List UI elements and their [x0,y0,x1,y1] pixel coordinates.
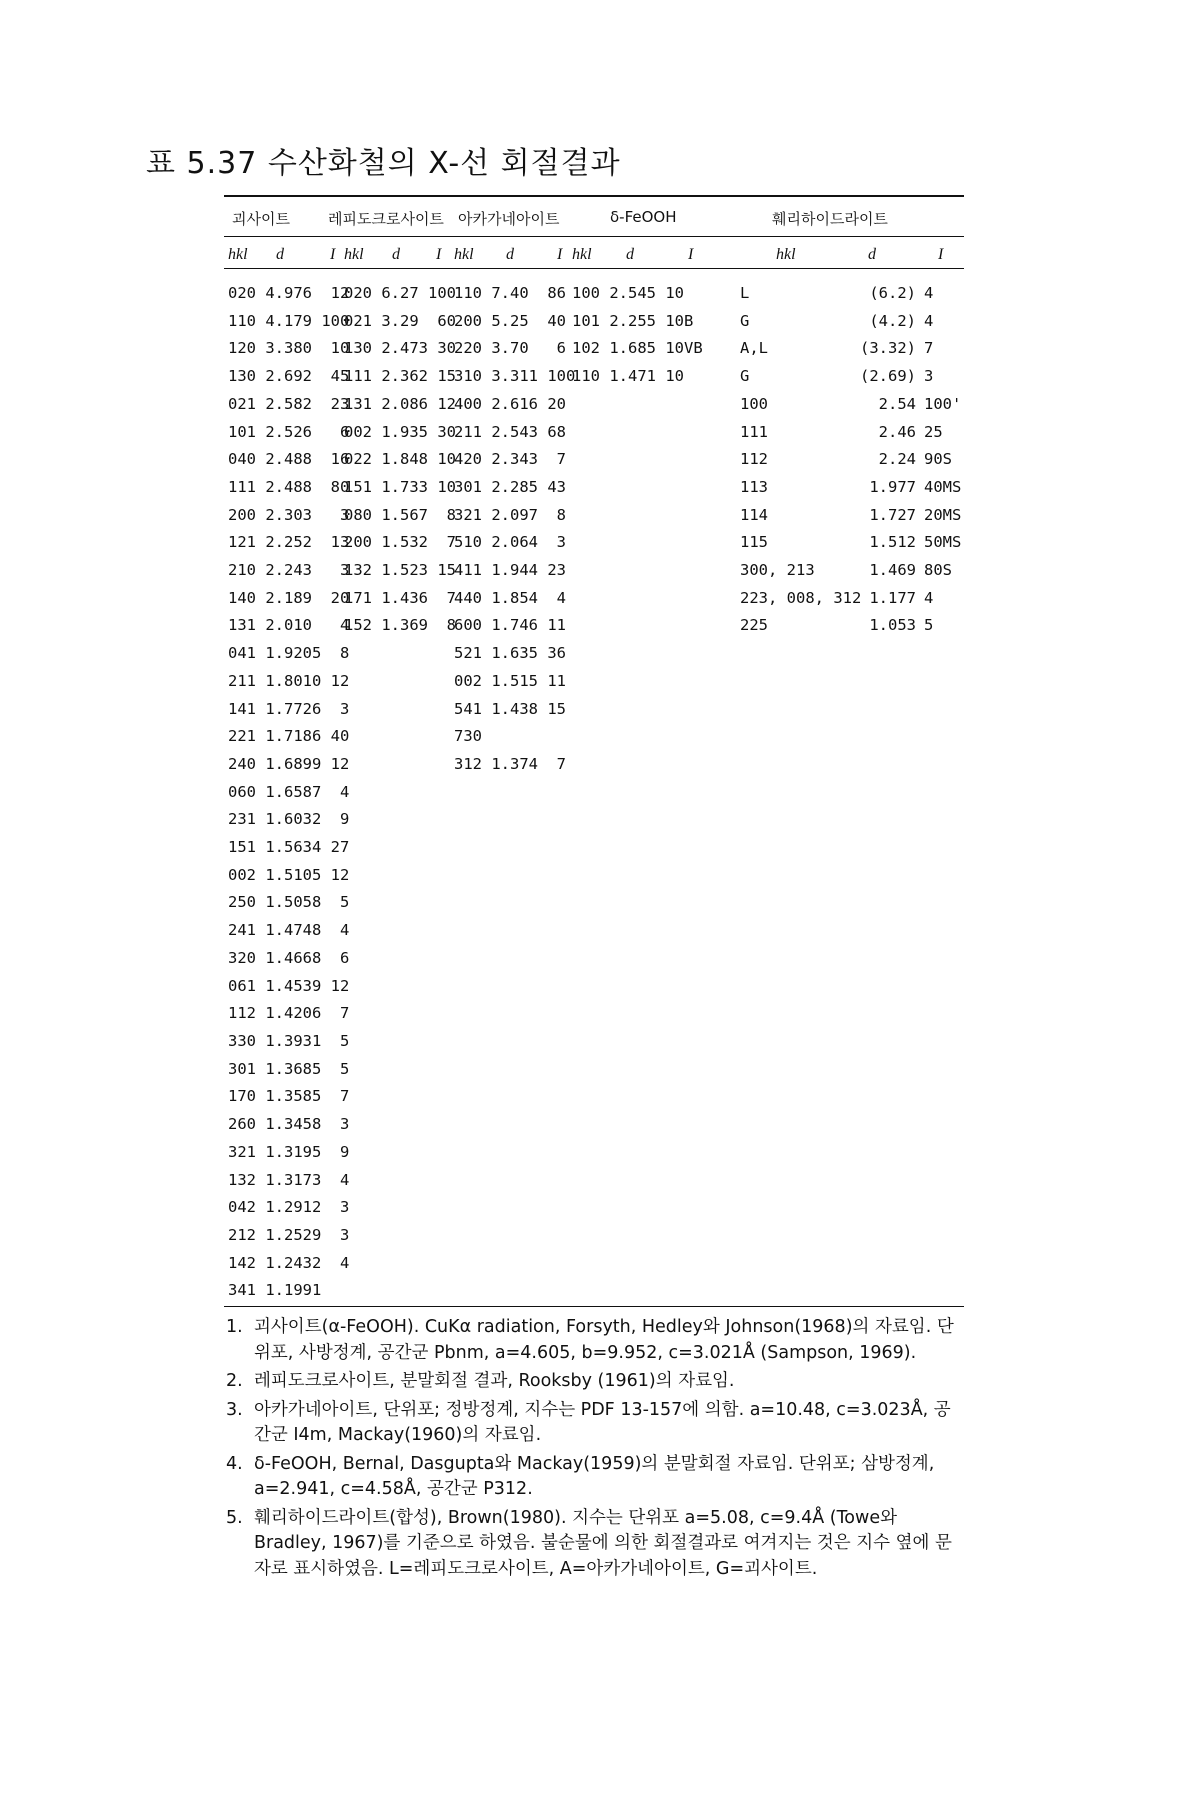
table-row: 7 [924,339,934,358]
akaganeite-column [454,280,575,779]
table-row: 80S [924,561,952,580]
table-row: 5 [924,616,934,635]
table-row: 312 1.374 7 [454,754,566,773]
table-row: 221 1.7186 40 [228,727,350,746]
table-row: 021 3.29 60 [344,311,456,330]
table-row: 042 1.2912 3 [228,1198,350,1217]
table-row: 002 1.935 30 [344,422,456,441]
subheader-hkl: hkl [454,246,474,263]
ferrihydrite-hkl-column [740,280,861,640]
table-row: 102 1.685 10VB [572,339,703,358]
table-row: 021 2.582 23 [228,394,350,413]
table-row: 020 4.976 12 [228,284,350,302]
table-row: 2.46 [878,422,916,441]
footnote [226,1315,966,1366]
table-row: 131 2.010 4 [228,616,350,635]
table-row: 2.54 [878,394,916,413]
bottom-rule [224,1306,964,1307]
footnotes [226,1315,966,1585]
table-row: 1.469 [869,561,916,580]
table-row: 151 1.5634 27 [228,838,350,857]
table-row: 210 2.243 3 [228,561,350,580]
table-row: G [740,367,750,386]
footnote [226,1452,966,1503]
table-row: (3.32) [860,339,916,358]
table-row: 50MS [924,533,962,552]
table-row: 320 1.4668 6 [228,948,350,967]
table-row: 002 1.5105 12 [228,865,350,884]
footnote-text: 레피도크로사이트, 분말회절 결과, Rooksby (1961)의 자료임. [254,1371,735,1391]
table-row: 200 1.532 7 [344,533,456,552]
table-row: 110 4.179 100 [228,311,350,330]
table-row: 730 [454,727,482,746]
table-row: 600 1.746 11 [454,616,566,635]
table-row: 240 1.6899 12 [228,754,350,773]
table-row: 200 2.303 3 [228,505,350,524]
table-row: A,L [740,339,768,358]
table-row: 440 1.854 4 [454,588,566,607]
table-row: 310 3.311 100 [454,367,576,386]
table-row: 1.977 [869,477,916,496]
table-row: 114 [740,505,768,524]
top-rule [224,195,964,197]
table-row: 120 3.380 10 [228,339,350,358]
table-row: 231 1.6032 9 [228,810,350,829]
table-row: 1.512 [869,533,916,552]
table-row: 1.177 [869,588,916,607]
table-row: 101 2.526 6 [228,422,350,441]
subheader-rule [224,268,964,269]
table-row: 541 1.438 15 [454,699,566,718]
table-row: 4 [924,311,934,330]
header-ferrihydrite: 훼리하이드라이트 [772,210,888,228]
table-row: 111 2.488 80 [228,477,350,496]
footnote-text: 아카가네아이트, 단위포; 정방정계, 지수는 PDF 13-157에 의함. a=10.48, c=3.023Å, 공간군 I4m, Mackay(1960)의 자료임. [254,1399,951,1445]
table-row: 111 2.362 15 [344,367,456,386]
table-row: 020 6.27 100 [344,284,456,302]
header-akaganeite: 아카가네아이트 [458,210,560,228]
table-row: 321 1.3195 9 [228,1142,350,1161]
table-row: 212 1.2529 3 [228,1225,350,1244]
footnote-number: 1. [226,1317,243,1337]
table-row: 420 2.343 7 [454,450,566,469]
footnote-text: 훼리하이드라이트(합성), Brown(1980). 지수는 단위포 a=5.08, c=9.4Å (Towe와 Bradley, 1967)를 기준으로 하였음. 불순물에 의한 회절결과로 여겨지는 것은 지수 옆에 문자로 표시하였음. L=레피도크로사이트, A=아카가네아이트, G=괴사이트. [254,1507,952,1579]
footnote [226,1506,966,1583]
table-row: 1.053 [869,616,916,635]
table-row: 130 2.692 45 [228,367,350,386]
table-row: 131 2.086 12 [344,394,456,413]
table-row: 20MS [924,505,962,524]
footnote-text: δ-FeOOH, Bernal, Dasgupta와 Mackay(1959)의 분말회절 자료임. 단위포; 삼방정계, a=2.941, c=4.58Å, 공간군 P312. [254,1453,935,1499]
table-row: 4 [924,284,934,302]
table-row: (4.2) [869,311,916,330]
table-row: 151 1.733 10 [344,477,456,496]
footnote-text: 괴사이트(α-FeOOH). CuKα radiation, Forsyth, Hedley와 Johnson(1968)의 자료임. 단위포, 사방정계, 공간군 Pbnm, a=4.605, b=9.952, c=3.021Å (Sampson, 1969). [254,1317,954,1363]
table-row: 400 2.616 20 [454,394,566,413]
table-row: 241 1.4748 4 [228,921,350,940]
table-row: 300, 213 [740,561,815,580]
subheader-i: I [436,246,442,263]
table-row: 510 2.064 3 [454,533,566,552]
subheader-i: I [938,246,944,263]
table-row: 260 1.3458 3 [228,1115,350,1134]
table-row: 142 1.2432 4 [228,1253,350,1272]
table-row: 080 1.567 8 [344,505,456,524]
subheader-d: d [276,246,284,263]
table-row: 002 1.515 11 [454,671,566,690]
subheader-i: I [330,246,336,263]
table-row: 130 2.473 30 [344,339,456,358]
subheader-hkl: hkl [776,246,796,263]
table-row: 2.24 [878,450,916,469]
subheader-d: d [626,246,634,263]
table-row: 115 [740,533,768,552]
table-row: 301 1.3685 5 [228,1059,350,1078]
header-lepidocrocite: 레피도크로사이트 [328,210,444,228]
table-row: 225 [740,616,768,635]
table-row: 152 1.369 8 [344,616,456,635]
table-row: 211 2.543 68 [454,422,566,441]
table-row: 110 7.40 86 [454,284,566,302]
subheader-d: d [868,246,876,263]
table-row: 330 1.3931 5 [228,1031,350,1050]
subheader-i: I [557,246,563,263]
footnote-number: 3. [226,1399,243,1420]
table-row: 40MS [924,477,962,496]
table-row: 112 1.4206 7 [228,1004,350,1023]
table-row: 040 2.488 16 [228,450,350,469]
ferrihydrite-i-column [924,280,961,640]
table-row: 112 [740,450,768,469]
lepidocrocite-column [344,280,456,640]
table-row: 100 [740,394,768,413]
table-row: (6.2) [869,284,916,302]
table-row: 170 1.3585 7 [228,1087,350,1106]
table-row: 3 [924,367,934,386]
header-rule [224,236,964,237]
table-row: 90S [924,450,952,469]
table-row: 1.727 [869,505,916,524]
table-row: 220 3.70 6 [454,339,566,358]
ferrihydrite-d-column [856,280,916,640]
table-row: 022 1.848 10 [344,450,456,469]
footnote-number: 2. [226,1371,243,1391]
table-row: 061 1.4539 12 [228,976,350,995]
goethite-column [228,280,349,1305]
table-row: 25 [924,422,943,441]
table-row: 141 1.7726 3 [228,699,350,718]
table-row: (2.69) [860,367,916,386]
table-row: 200 5.25 40 [454,311,566,330]
table-row: 171 1.436 7 [344,588,456,607]
table-row: 060 1.6587 4 [228,782,350,801]
table-row: 110 1.471 10 [572,367,684,386]
table-row: 111 [740,422,768,441]
table-row: 301 2.285 43 [454,477,566,496]
subheader-hkl: hkl [344,246,364,263]
footnote [226,1369,966,1395]
table-row: 341 1.1991 [228,1281,322,1300]
table-row: 101 2.255 10B [572,311,694,330]
table-row: 132 1.523 15 [344,561,456,580]
header-delta-feooh: δ-FeOOH [610,208,677,226]
table-row: 211 1.8010 12 [228,671,350,690]
table-row: 321 2.097 8 [454,505,566,524]
footnote [226,1398,966,1449]
table-row: 250 1.5058 5 [228,893,350,912]
table-row: 411 1.944 23 [454,561,566,580]
table-row: 121 2.252 13 [228,533,350,552]
subheader-d: d [506,246,514,263]
table-row: 041 1.9205 8 [228,644,350,663]
footnote-number: 5. [226,1507,243,1528]
table-row: 140 2.189 20 [228,588,350,607]
subheader-d: d [392,246,400,263]
table-row: 4 [924,588,934,607]
table-row: 521 1.635 36 [454,644,566,663]
table-row: 132 1.3173 4 [228,1170,350,1189]
table-title: 표 5.37 수산화철의 X-선 회절결과 [146,146,621,181]
table-row: 223, 008, 312 [740,588,862,607]
table-row: G [740,311,750,330]
table-row: 100' [924,394,962,413]
subheader-hkl: hkl [228,246,248,263]
table-row: 100 2.545 10 [572,284,684,302]
footnote-number: 4. [226,1453,243,1474]
subheader-hkl: hkl [572,246,592,263]
header-goethite: 괴사이트 [232,210,290,228]
subheader-i: I [688,246,694,263]
table-row: L [740,284,750,302]
delta-feooh-column [572,280,703,391]
table-row: 113 [740,477,768,496]
